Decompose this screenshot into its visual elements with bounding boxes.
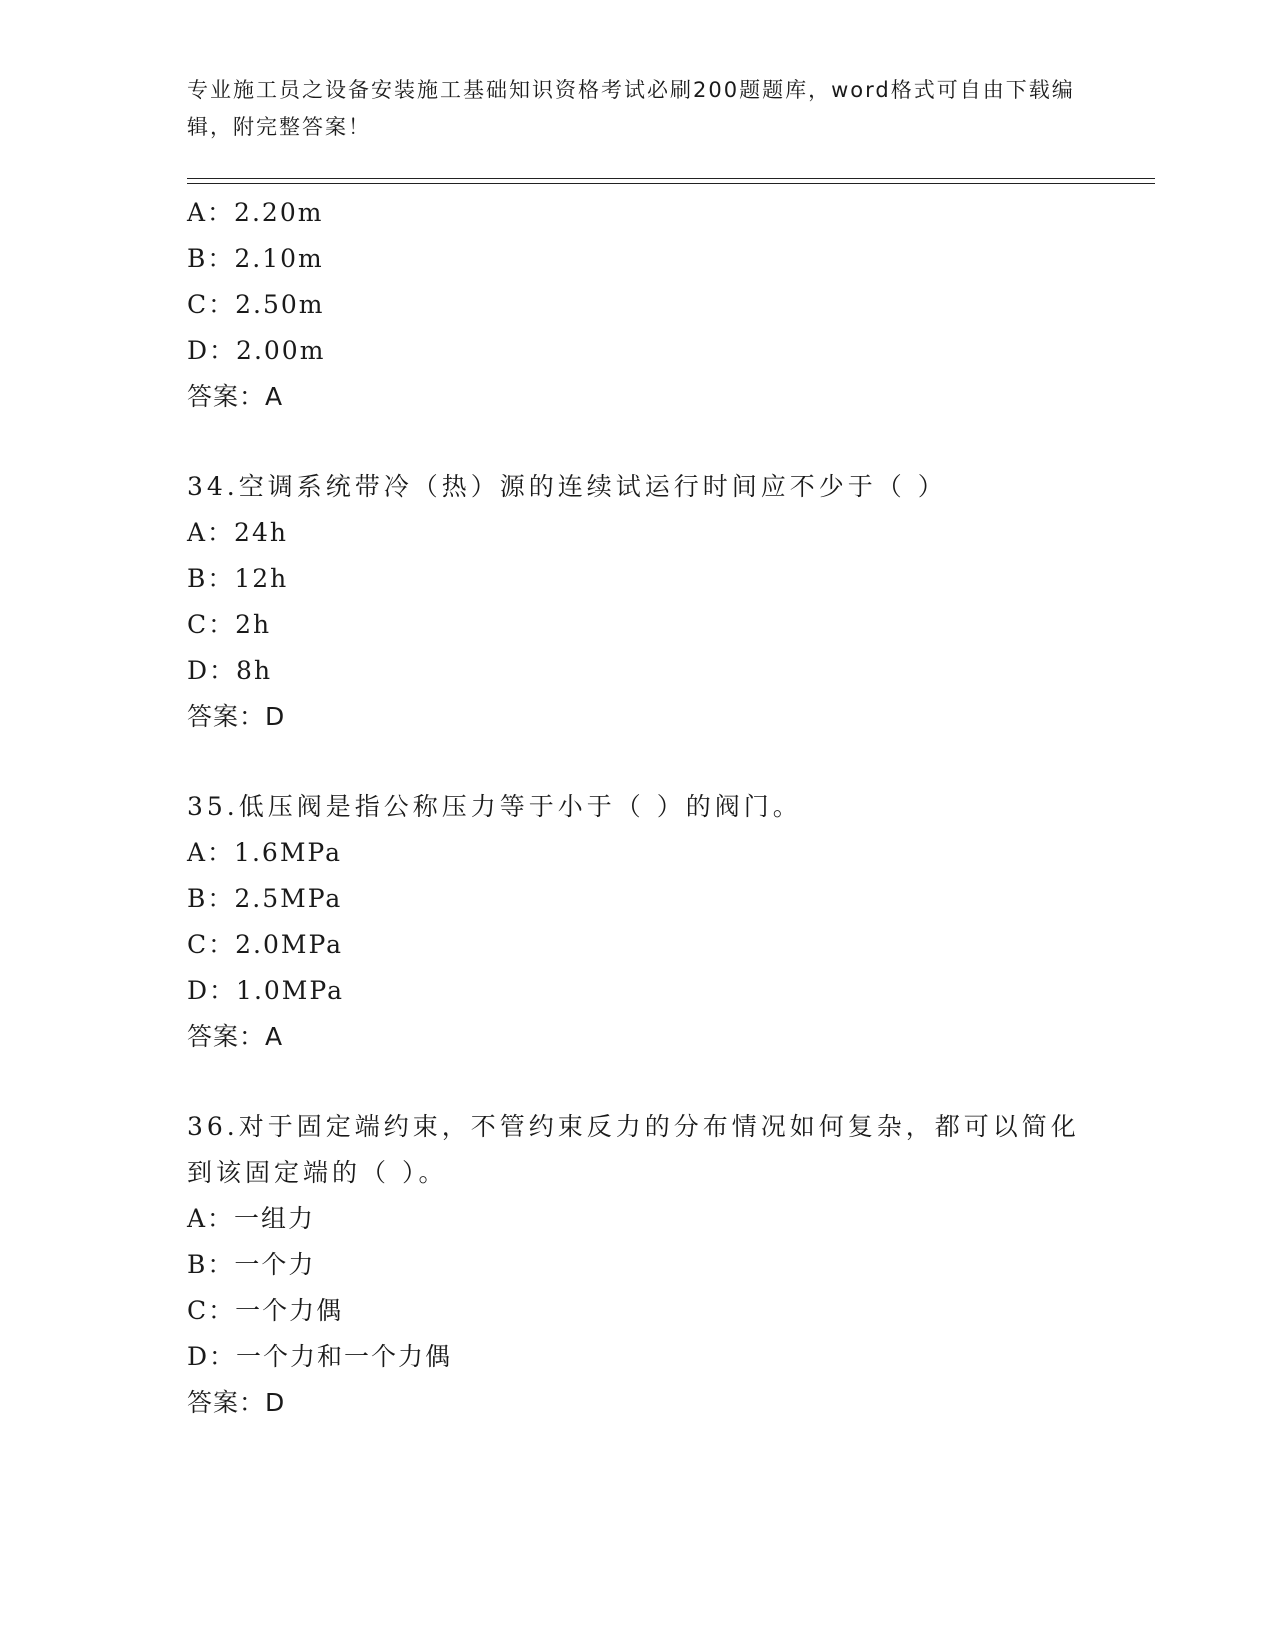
spacer [187,740,1137,784]
option-d: D：一个力和一个力偶 [187,1342,453,1371]
option-c: C：2h [187,610,272,639]
header-divider-top [187,178,1155,179]
answer: 答案：D [187,702,286,731]
question-stem: 36.对于固定端约束，不管约束反力的分布情况如何复杂，都可以简化到该固定端的（ ）。 [187,1112,1080,1187]
option-b: B：12h [187,564,289,593]
question-35 [187,784,1137,1060]
option-c: C：2.50m [187,290,325,319]
answer: 答案：D [187,1388,286,1417]
spacer [187,1060,1137,1104]
question-34 [187,464,1137,740]
answer: 答案：A [187,382,284,411]
question-36 [187,1104,1137,1426]
spacer [187,420,1137,464]
option-c: C：2.0MPa [187,930,344,959]
option-d: D：1.0MPa [187,976,345,1005]
option-a: A：2.20m [187,198,324,227]
option-b: B：2.10m [187,244,324,273]
question-stem: 34.空调系统带冷（热）源的连续试运行时间应不少于（ ） [187,472,947,501]
option-a: A：1.6MPa [187,838,343,867]
question-stem: 35.低压阀是指公称压力等于小于（ ）的阀门。 [187,792,802,821]
option-d: D：2.00m [187,336,326,365]
answer: 答案：A [187,1022,284,1051]
question-list [187,190,1137,1426]
question-fragment [187,190,1137,420]
header-divider-bottom [187,183,1155,184]
option-d: D：8h [187,656,273,685]
option-c: C：一个力偶 [187,1296,344,1325]
option-b: B：一个力 [187,1250,316,1279]
option-a: A：24h [187,518,288,547]
document-header: 专业施工员之设备安装施工基础知识资格考试必刷200题题库，word格式可自由下载编辑，附完整答案！ [187,78,1075,139]
option-b: B：2.5MPa [187,884,343,913]
option-a: A：一组力 [187,1204,316,1233]
